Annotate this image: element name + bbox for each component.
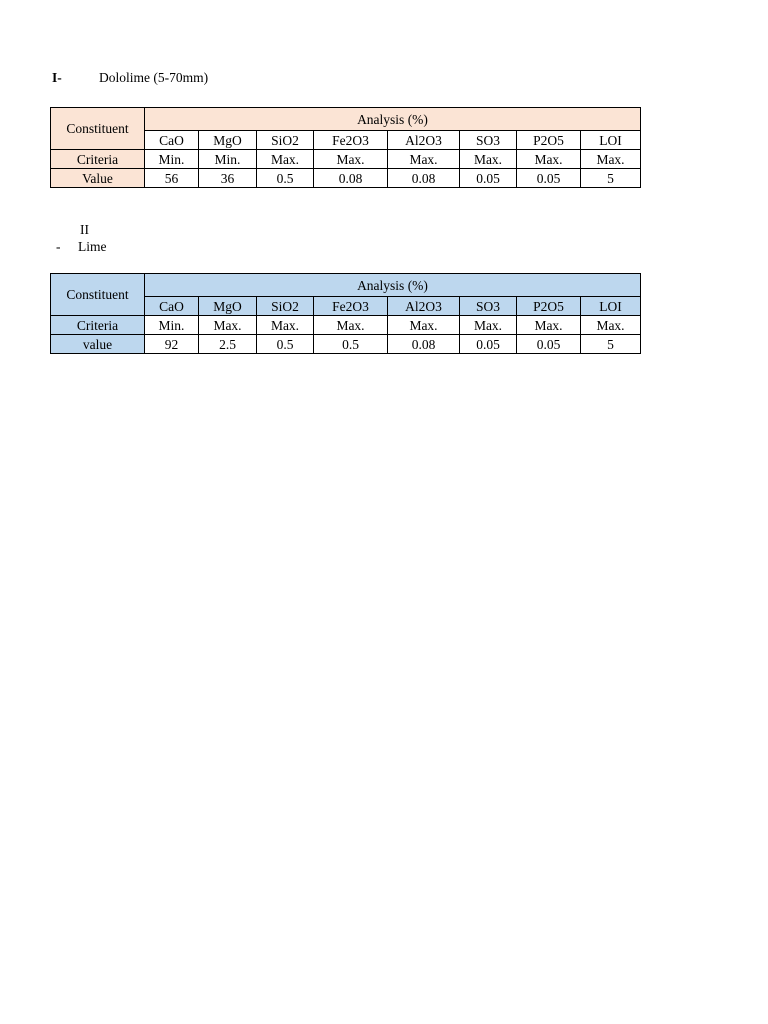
section-1-heading (52, 69, 208, 87)
criteria-cell: Max. (199, 316, 257, 335)
column-header: SO3 (460, 297, 517, 316)
value-cell: 0.05 (517, 169, 581, 188)
criteria-cell: Max. (517, 150, 581, 169)
constituent-header: Constituent (51, 108, 145, 150)
criteria-cell: Max. (460, 316, 517, 335)
constituent-header: Constituent (51, 274, 145, 316)
column-header: Fe2O3 (314, 297, 388, 316)
column-header: P2O5 (517, 297, 581, 316)
analysis-header: Analysis (%) (145, 108, 641, 131)
criteria-cell: Min. (199, 150, 257, 169)
column-header: CaO (145, 297, 199, 316)
value-cell: 0.05 (460, 169, 517, 188)
column-header: Al2O3 (388, 131, 460, 150)
lime-analysis-table (50, 273, 641, 354)
column-header: MgO (199, 131, 257, 150)
section-2-heading (56, 221, 107, 255)
value-cell: 0.08 (314, 169, 388, 188)
column-header: Fe2O3 (314, 131, 388, 150)
list-dash: - (56, 239, 61, 254)
value-cell: 0.5 (257, 169, 314, 188)
column-header: CaO (145, 131, 199, 150)
criteria-cell: Max. (581, 150, 641, 169)
section-1-number: I- (52, 70, 62, 85)
value-cell: 56 (145, 169, 199, 188)
value-cell: 0.5 (257, 335, 314, 354)
criteria-cell: Max. (314, 150, 388, 169)
column-header: LOI (581, 131, 641, 150)
criteria-cell: Max. (581, 316, 641, 335)
value-row (51, 169, 641, 188)
column-header: SiO2 (257, 297, 314, 316)
criteria-row (51, 150, 641, 169)
value-cell: 5 (581, 335, 641, 354)
value-cell: 36 (199, 169, 257, 188)
criteria-cell: Max. (257, 316, 314, 335)
criteria-cell: Max. (388, 150, 460, 169)
column-header: SiO2 (257, 131, 314, 150)
section-1-title: Dololime (5-70mm) (99, 70, 209, 85)
column-header: MgO (199, 297, 257, 316)
value-row (51, 335, 641, 354)
criteria-label: Criteria (51, 316, 145, 335)
value-cell: 2.5 (199, 335, 257, 354)
value-label: value (51, 335, 145, 354)
criteria-row (51, 316, 641, 335)
criteria-cell: Min. (145, 316, 199, 335)
analysis-header: Analysis (%) (145, 274, 641, 297)
column-header: LOI (581, 297, 641, 316)
value-cell: 92 (145, 335, 199, 354)
criteria-label: Criteria (51, 150, 145, 169)
value-cell: 0.08 (388, 169, 460, 188)
value-cell: 0.08 (388, 335, 460, 354)
value-cell: 0.05 (517, 335, 581, 354)
value-cell: 0.05 (460, 335, 517, 354)
section-2-number: II (80, 222, 89, 237)
value-label: Value (51, 169, 145, 188)
column-header: P2O5 (517, 131, 581, 150)
value-cell: 5 (581, 169, 641, 188)
column-header: SO3 (460, 131, 517, 150)
dololime-analysis-table (50, 107, 641, 188)
criteria-cell: Min. (145, 150, 199, 169)
value-cell: 0.5 (314, 335, 388, 354)
criteria-cell: Max. (460, 150, 517, 169)
criteria-cell: Max. (257, 150, 314, 169)
section-2-title: Lime (78, 239, 107, 254)
column-header: Al2O3 (388, 297, 460, 316)
criteria-cell: Max. (388, 316, 460, 335)
criteria-cell: Max. (314, 316, 388, 335)
criteria-cell: Max. (517, 316, 581, 335)
